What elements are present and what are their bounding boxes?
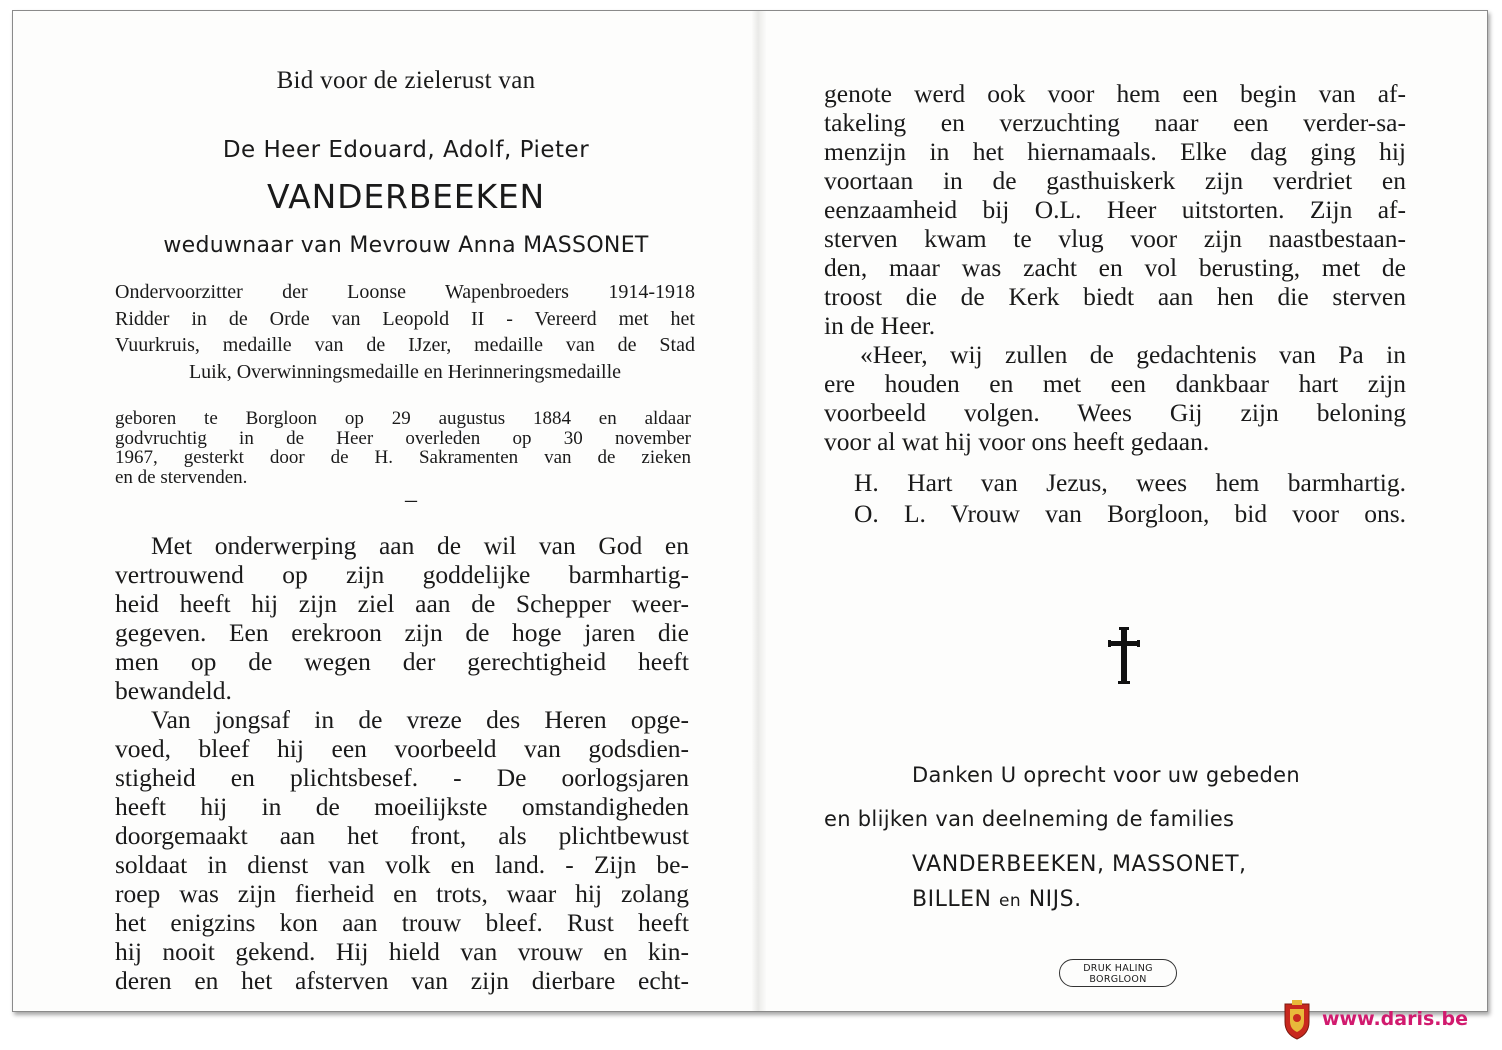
text-line: voorbeeld volgen. Wees Gij zijn beloning — [824, 398, 1406, 427]
birth-death-block — [115, 409, 691, 487]
birth-death-line: en de stervenden. — [115, 466, 248, 488]
prayer-request: Bid voor de zielerust van — [276, 67, 536, 94]
honors-line: Ondervoorzitter der Loonse Wapenbroeders 1914-1918 — [115, 281, 695, 303]
site-watermark — [1282, 1000, 1492, 1040]
biography-text — [115, 531, 689, 995]
text-line: voed, bleef hij een voorbeeld van godsdien- — [115, 734, 689, 763]
text-line: deren en het afsterven van zijn dierbare echt- — [115, 966, 689, 995]
printer-name: DRUK HALING — [1083, 963, 1153, 974]
thanks-line: en blijken van deelneming de families — [824, 807, 1235, 831]
text-line: vertrouwend op zijn goddelijke barmhartig- — [115, 560, 689, 589]
text-line: in de Heer. — [824, 311, 936, 340]
text-line: den, maar was zacht en vol berusting, met de — [824, 253, 1406, 282]
families-line: VANDERBEEKEN, MASSONET, — [912, 852, 1247, 877]
text-line: voor al wat hij voor ons heeft gedaan. — [824, 427, 1210, 456]
watermark-url: www.daris.be — [1322, 1008, 1468, 1030]
prayer-line: H. Hart van Jezus, wees hem barmhartig. — [854, 468, 1406, 497]
deceased-given-names: De Heer Edouard, Adolf, Pieter — [222, 137, 590, 163]
families-line — [912, 882, 1352, 917]
text-line: genote werd ook voor hem een begin van af- — [824, 79, 1406, 108]
text-line: doorgemaakt aan het front, als plichtbewust — [115, 821, 689, 850]
text-line: ere houden en met een dankbaar hart zijn — [824, 369, 1406, 398]
text-line: Van jongsaf in de vreze des Heren opge- — [151, 705, 689, 734]
text-line: soldaat in dienst van volk en land. - Zijn be- — [115, 850, 689, 879]
prayer-line: O. L. Vrouw van Borgloon, bid voor ons. — [854, 499, 1406, 528]
left-page — [109, 11, 703, 1011]
thanks-line: Danken U oprecht voor uw gebeden — [912, 763, 1300, 787]
text-line: menzijn in het hiernamaals. Elke dag ging hij — [824, 137, 1406, 166]
text-line: sterven kwam te vlug voor zijn naastbestaan- — [824, 224, 1406, 253]
family-nijs: NIJS. — [1028, 887, 1082, 912]
printer-town: BORGLOON — [1089, 974, 1147, 985]
text-line: gegeven. Een erekroon zijn de hoge jaren die — [115, 618, 689, 647]
printer-stamp — [1059, 959, 1177, 987]
coat-of-arms-icon — [1282, 1000, 1312, 1040]
families-block — [912, 847, 1352, 917]
text-line: bewandeld. — [115, 676, 232, 705]
right-page — [824, 11, 1406, 1011]
honors-line: Luik, Overwinningsmedaille en Herinneringsmedaille — [188, 360, 622, 383]
deceased-surname: VANDERBEEKEN — [266, 177, 546, 216]
text-line: heeft hij in de moeilijkste omstandigheden — [115, 792, 689, 821]
text-line: stigheid en plichtsbesef. - De oorlogsjaren — [115, 763, 689, 792]
text-line: eenzaamheid bij O.L. Heer uitstorten. Zijn af- — [824, 195, 1406, 224]
text-line: troost die de Kerk biedt aan hen die sterven — [824, 282, 1406, 311]
thanks-block — [824, 753, 1406, 841]
text-line: het enigzins kon aan trouw bleef. Rust heeft — [115, 908, 689, 937]
birth-death-line: geboren te Borgloon op 29 augustus 1884 en aldaar — [115, 408, 691, 429]
memorial-card — [12, 10, 1488, 1012]
text-line: takeling en verzuchting naar een verder-sa- — [824, 108, 1406, 137]
text-line: heid heeft hij zijn ziel aan de Schepper weer- — [115, 589, 689, 618]
separator-dash: – — [405, 487, 417, 513]
widower-line: weduwnaar van Mevrouw Anna MASSONET — [163, 233, 649, 258]
text-line: men op de wegen der gerechtigheid heeft — [115, 647, 689, 676]
text-line: roep was zijn fierheid en trots, waar hij zolang — [115, 879, 689, 908]
honors-line: Ridder in de Orde van Leopold II - Vereerd met het — [115, 307, 695, 330]
birth-death-line: godvruchtig in de Heer overleden op 30 november — [115, 427, 691, 449]
prayers-block — [854, 467, 1406, 529]
family-billen: BILLEN — [912, 887, 992, 912]
text-line: «Heer, wij zullen de gedachtenis van Pa in — [860, 340, 1406, 369]
family-en: en — [998, 891, 1022, 911]
honors-block — [115, 279, 695, 385]
text-line: voortaan in de gasthuiskerk zijn verdriet en — [824, 166, 1406, 195]
text-line: hij nooit gekend. Hij hield van vrouw en kin- — [115, 937, 689, 966]
center-fold — [752, 11, 766, 1011]
birth-death-line: 1967, gesterkt door de H. Sakramenten van de zieken — [115, 447, 691, 468]
cross-icon — [1094, 625, 1154, 685]
biography-continued — [824, 79, 1406, 456]
text-line: Met onderwerping aan de wil van God en — [151, 531, 689, 560]
honors-line: Vuurkruis, medaille van de IJzer, medaille van de Stad — [115, 334, 695, 356]
